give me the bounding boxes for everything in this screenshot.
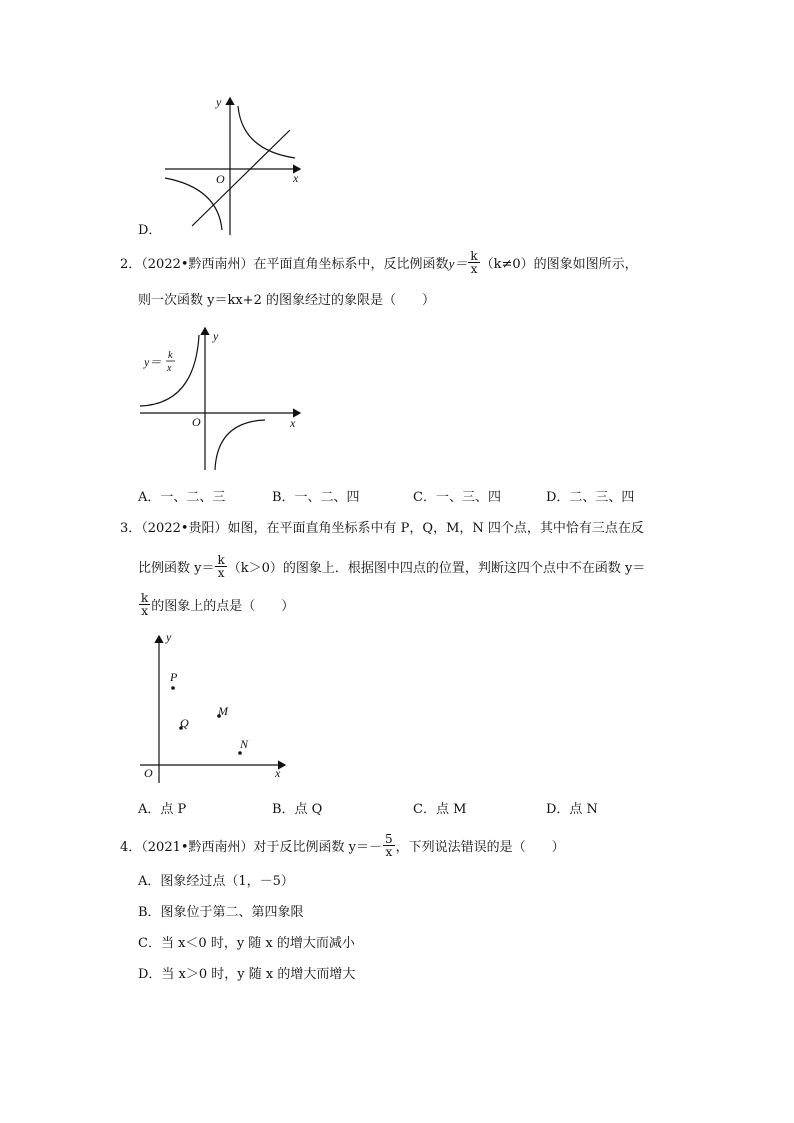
q3-number: 3． <box>120 521 142 536</box>
x-label: x <box>293 171 299 185</box>
q3-fraction-2: $\frac{k}{x}$ <box>141 591 149 618</box>
q3-source: （2022•贵阳） <box>141 521 228 536</box>
origin-label: O <box>192 415 201 429</box>
q1-option-d-graph <box>150 90 320 240</box>
q4-option-a[interactable]: A．图象经过点（1，－5） <box>138 874 294 889</box>
curve-label-num: k <box>168 350 173 361</box>
point-p <box>171 686 175 690</box>
q3-option-a[interactable]: A．点 P <box>138 802 187 817</box>
q4-option-d[interactable]: D．当 x＞0 时，y 随 x 的增大而增大 <box>138 967 356 982</box>
q4-option-b[interactable]: B．图象位于第二、第四象限 <box>138 905 304 920</box>
q2-option-b[interactable]: B．一、二、四 <box>272 490 360 505</box>
point-p-label: P <box>170 670 178 684</box>
curve-label-den: x <box>167 363 172 374</box>
q2-source: （2022•黔西南州） <box>141 257 254 272</box>
q2-line1: 2．（2022•黔西南州）在平面直角坐标系中，反比例函数y＝ $\frac{k}{x}$ （k≠0）的图象如图所示， <box>120 249 638 276</box>
q3-option-b[interactable]: B．点 Q <box>272 802 323 817</box>
point-n <box>238 751 242 755</box>
q4-source: （2021•黔西南州） <box>141 840 254 855</box>
y-label: y <box>216 95 222 109</box>
q3-fraction: $\frac{k}{x}$ <box>217 553 225 580</box>
origin-label: O <box>144 766 153 780</box>
q3-line2: 比例函数 y＝ $\frac{k}{x}$ （k＞0）的图象上．根据图中四点的位置，判断这四个点中不在函数 y＝ <box>138 553 646 580</box>
x-label: x <box>290 416 296 430</box>
q1-option-d-label: D． <box>138 223 162 238</box>
q4-option-c[interactable]: C．当 x＜0 时，y 随 x 的增大而减小 <box>138 936 355 951</box>
hyperbola-branch-1 <box>238 106 295 158</box>
hyperbola-branch-4 <box>215 420 265 470</box>
q2-option-a[interactable]: A．一、二、三 <box>138 490 226 505</box>
q3-option-d[interactable]: D．点 N <box>546 802 598 817</box>
point-q-label: Q <box>180 716 189 730</box>
q2-line2: 则一次函数 y＝kx+2 的图象经过的象限是（ ） <box>138 293 435 308</box>
y-label: y <box>166 630 172 644</box>
line-graph <box>192 130 290 226</box>
point-m-label: M <box>218 704 228 718</box>
q2-graph <box>135 320 315 480</box>
q3-line1: 3．（2022•贵阳）如图，在平面直角坐标系中有 P，Q，M，N 四个点，其中恰有三点在反 <box>120 521 644 536</box>
q2-option-c[interactable]: C．一、三、四 <box>413 490 501 505</box>
q2-option-d[interactable]: D．二、三、四 <box>546 490 635 505</box>
hyperbola-branch-3 <box>165 178 222 230</box>
q2-fraction: $\frac{k}{x}$ <box>470 249 478 276</box>
q3-graph <box>135 628 295 783</box>
x-label: x <box>275 766 281 780</box>
curve-label-y: y＝ <box>144 355 162 369</box>
origin-label: O <box>216 172 225 186</box>
point-n-label: N <box>240 737 249 751</box>
q2-number: 2． <box>120 257 142 272</box>
y-label: y <box>213 329 219 343</box>
q3-line3: $\frac{k}{x}$ 的图象上的点是（ ） <box>141 591 295 618</box>
q3-option-c[interactable]: C．点 M <box>413 802 467 817</box>
q4-line1: 4．（2021•黔西南州）对于反比例函数 y＝－ $\frac{5}{x}$ ，下列说法错误的是（ ） <box>120 832 565 859</box>
q4-fraction: $\frac{5}{x}$ <box>385 832 393 859</box>
q4-number: 4． <box>120 840 142 855</box>
